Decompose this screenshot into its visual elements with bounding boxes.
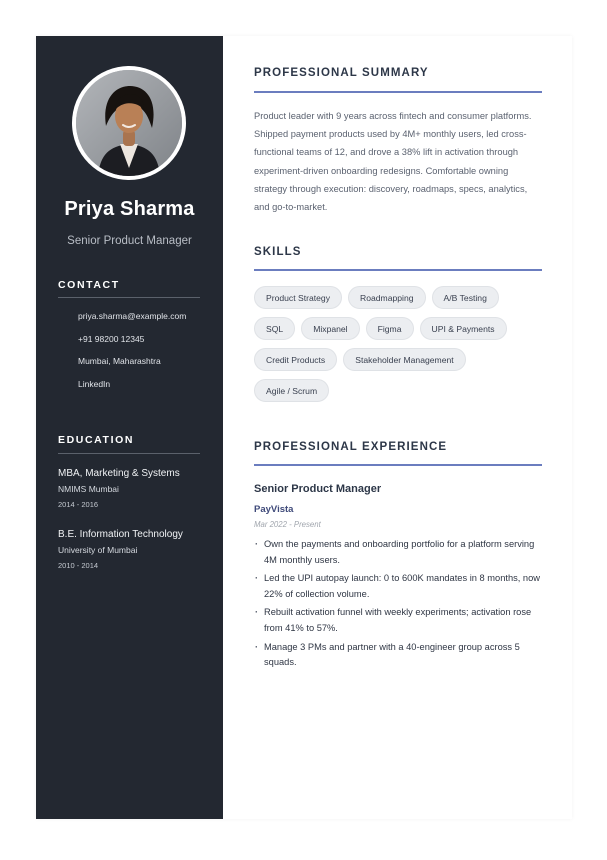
- skill-chip: Figma: [366, 317, 414, 340]
- candidate-name: Priya Sharma: [64, 198, 195, 220]
- skills-row: [254, 317, 542, 340]
- contact-linkedin[interactable]: LinkedIn: [78, 378, 111, 389]
- job-bullet: · Rebuilt activation funnel with weekly experiments; activation rose from 41% to 57%.: [254, 605, 544, 636]
- candidate-role: Senior Product Manager: [67, 235, 192, 247]
- skill-chip: Agile / Scrum: [254, 379, 329, 402]
- skill-chip: SQL: [254, 317, 295, 340]
- education-school: NMIMS Mumbai: [58, 484, 119, 494]
- experience-heading: PROFESSIONAL EXPERIENCE: [254, 441, 448, 453]
- education-divider: [58, 453, 200, 454]
- portrait-photo-icon: [76, 70, 182, 176]
- skill-chip: A/B Testing: [432, 286, 499, 309]
- job-dates: Mar 2022 - Present: [254, 520, 321, 529]
- job-bullet: · Led the UPI autopay launch: 0 to 600K mandates in 8 months, now 22% of collection volume.: [254, 571, 544, 602]
- skill-chip: Mixpanel: [301, 317, 359, 340]
- skill-chip: Product Strategy: [254, 286, 342, 309]
- profile-photo-frame: [72, 66, 186, 180]
- contact-list: [78, 310, 186, 400]
- skills-row: [254, 379, 542, 402]
- contact-heading: CONTACT: [58, 279, 120, 291]
- education-degree: MBA, Marketing & Systems: [58, 468, 180, 479]
- skill-chip: Credit Products: [254, 348, 337, 371]
- job-title: Senior Product Manager: [254, 483, 382, 495]
- education-item: [58, 468, 208, 509]
- skills-row: [254, 286, 542, 309]
- job-company: PayVista: [254, 504, 294, 515]
- skills-row: [254, 348, 542, 371]
- education-degree: B.E. Information Technology: [58, 529, 183, 540]
- skills-list: [254, 286, 542, 410]
- skill-chip: Roadmapping: [348, 286, 426, 309]
- education-years: 2014 - 2016: [58, 500, 99, 509]
- job-bullet: · Manage 3 PMs and partner with a 40-engineer group across 5 squads.: [254, 640, 544, 671]
- skills-divider: [254, 269, 542, 271]
- contact-location: Mumbai, Maharashtra: [78, 356, 161, 366]
- education-school: University of Mumbai: [58, 545, 138, 555]
- education-years: 2010 - 2014: [58, 561, 99, 570]
- summary-heading: PROFESSIONAL SUMMARY: [254, 67, 429, 79]
- resume-page: [36, 36, 572, 819]
- education-item: [58, 529, 208, 570]
- skill-chip: UPI & Payments: [420, 317, 507, 340]
- sidebar: [36, 36, 223, 819]
- skills-heading: SKILLS: [254, 246, 302, 258]
- education-heading: EDUCATION: [58, 434, 135, 446]
- summary-divider: [254, 91, 542, 93]
- contact-phone[interactable]: +91 98200 12345: [78, 333, 145, 344]
- contact-divider: [58, 297, 200, 298]
- job-bullet: · Own the payments and onboarding portfolio for a platform serving 4M monthly users.: [254, 537, 544, 568]
- contact-email[interactable]: priya.sharma@example.com: [78, 311, 187, 321]
- job-bullets: [254, 537, 544, 674]
- summary-text: Product leader with 9 years across fintech and consumer platforms. Shipped payment products used by 4M+ monthly users, led cross-functional teams of 12, and drove a 38% lift in activation through experiment-driven onboarding redesigns. Comfortable owning strategy through execution: discovery, roadmaps, specs, analytics, and go-to-market.: [254, 111, 532, 213]
- experience-divider: [254, 464, 542, 466]
- skill-chip: Stakeholder Management: [343, 348, 465, 371]
- profile-photo: [76, 70, 182, 176]
